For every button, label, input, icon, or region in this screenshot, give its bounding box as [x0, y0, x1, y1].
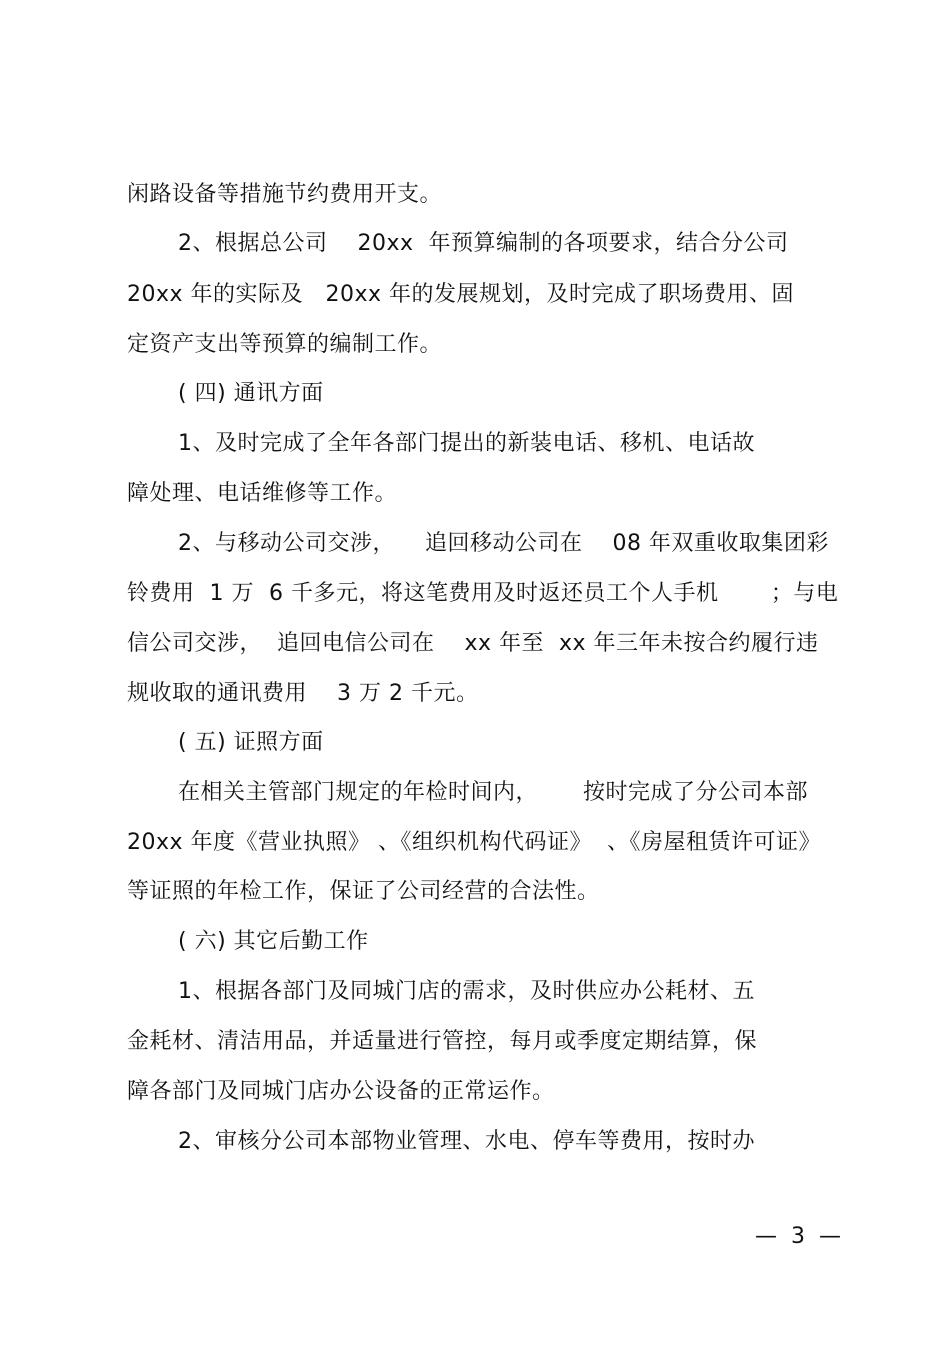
body-text-line: 20xx 年度《营业执照》 、《组织机构代码证》 、《房屋租赁许可证》 — [127, 830, 822, 855]
body-text-line: 信公司交涉， 追回电信公司在 xx 年至 xx 年三年未按合约履行违 — [127, 631, 819, 656]
section-heading: ( 五) 证照方面 — [178, 730, 324, 755]
body-text-line: 金耗材、清洁用品，并适量进行管控，每月或季度定期结算，保 — [127, 1029, 758, 1054]
body-text-line: 等证照的年检工作，保证了公司经营的合法性。 — [127, 879, 600, 904]
body-text-line: 定资产支出等预算的编制工作。 — [127, 332, 443, 357]
body-text-line: 2、与移动公司交涉， 追回移动公司在 08 年双重收取集团彩 — [178, 531, 829, 556]
body-text-line: 1、根据各部门及同城门店的需求，及时供应办公耗材、五 — [178, 979, 755, 1004]
body-text-line: 在相关主管部门规定的年检时间内， 按时完成了分公司本部 — [178, 780, 808, 805]
body-text-line: 规收取的通讯费用 3 万 2 千元。 — [127, 681, 479, 706]
body-text-line: 2、根据总公司 20xx 年预算编制的各项要求，结合分公司 — [178, 231, 789, 256]
section-heading: ( 四) 通讯方面 — [178, 381, 324, 406]
body-text-line: 障各部门及同城门店办公设备的正常运作。 — [127, 1079, 555, 1104]
body-text-line: 20xx 年的实际及 20xx 年的发展规划，及时完成了职场费用、固 — [127, 282, 795, 307]
section-heading: ( 六) 其它后勤工作 — [178, 929, 369, 954]
body-text-line: 1、及时完成了全年各部门提出的新装电话、移机、电话故 — [178, 431, 755, 456]
body-text-line: 障处理、电话维修等工作。 — [127, 481, 398, 506]
body-text-line: 铃费用 1 万 6 千多元，将这笔费用及时返还员工个人手机 ；与电 — [127, 581, 839, 606]
body-text-line: 2、审核分公司本部物业管理、水电、停车等费用，按时办 — [178, 1129, 755, 1154]
body-text-line: 闲路设备等措施节约费用开支。 — [127, 182, 443, 207]
page-number: — 3 — — [755, 1224, 841, 1249]
